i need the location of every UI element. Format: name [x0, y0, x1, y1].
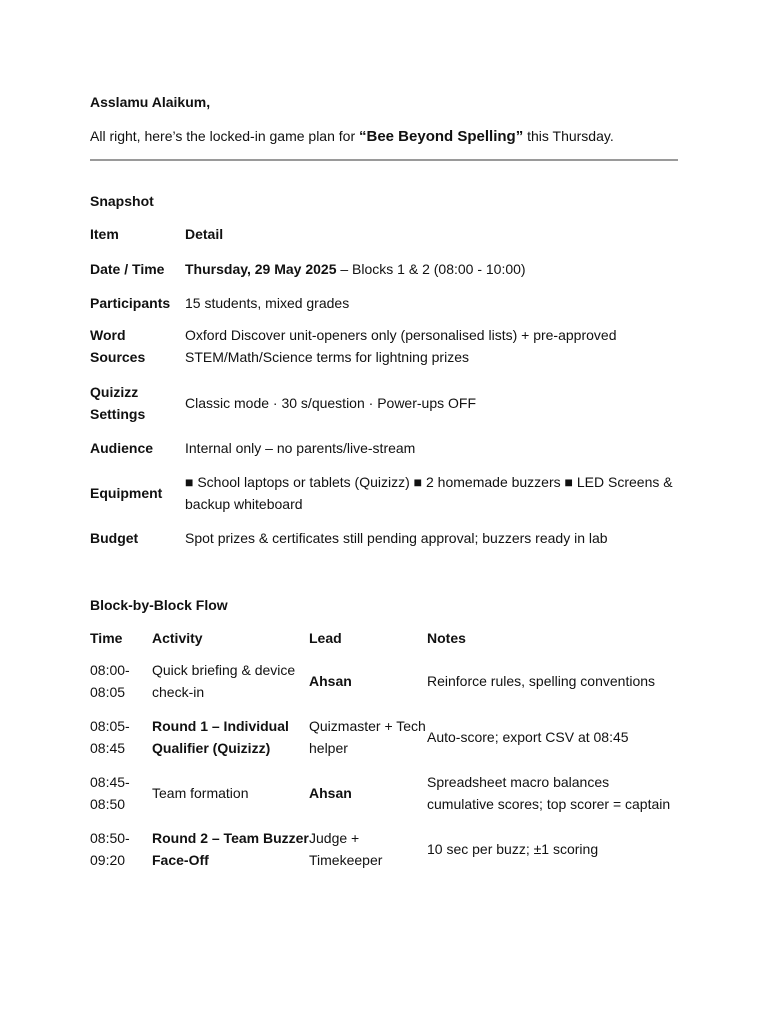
table-row — [90, 249, 678, 289]
divider — [90, 159, 678, 161]
flow-title: Block-by-Block Flow — [90, 597, 228, 613]
cell-lead: Ahsan — [309, 785, 352, 801]
detail-text: – Blocks 1 & 2 (08:00 - 10:00) — [336, 261, 526, 277]
cell-notes: 10 sec per buzz; ±1 scoring — [427, 841, 599, 857]
intro-text-after: this Thursday. — [523, 128, 614, 144]
table-row — [90, 765, 678, 821]
row-detail: Classic mode · 30 s/question · Power-ups OFF — [185, 395, 476, 411]
header-time: Time — [90, 630, 123, 646]
table-row — [90, 821, 678, 877]
row-item: Participants — [90, 295, 171, 311]
snapshot-table — [90, 219, 678, 555]
row-item: Audience — [90, 440, 154, 456]
header-detail: Detail — [185, 226, 224, 242]
cell-activity: Team formation — [152, 785, 249, 801]
table-header-row — [90, 623, 678, 653]
row-detail: ■ School laptops or tablets (Quizizz) ■ 2 homemade buzzers ■ LED Screens & backup whiteboard — [185, 474, 673, 512]
table-row — [90, 317, 678, 375]
cell-lead: Judge + Timekeeper — [309, 830, 383, 868]
intro-text-before: All right, here’s the locked-in game plan for — [90, 128, 359, 144]
header-notes: Notes — [427, 630, 466, 646]
header-activity: Activity — [152, 630, 203, 646]
cell-time: 08:50-09:20 — [90, 830, 130, 868]
cell-activity: Round 2 – Team Buzzer Face-Off — [152, 830, 309, 868]
cell-time: 08:45-08:50 — [90, 774, 130, 812]
header-item: Item — [90, 226, 119, 242]
cell-activity: Round 1 – Individual Qualifier (Quizizz) — [152, 718, 289, 756]
cell-notes: Auto-score; export CSV at 08:45 — [427, 729, 629, 745]
event-name: “Bee Beyond Spelling” — [359, 128, 524, 145]
table-row — [90, 431, 678, 465]
cell-notes: Spreadsheet macro balances cumulative scores; top scorer = captain — [427, 774, 671, 812]
row-detail: Oxford Discover unit-openers only (personalised lists) + pre-approved STEM/Math/Science terms for lightning prizes — [185, 327, 617, 365]
snapshot-title: Snapshot — [90, 193, 154, 209]
cell-activity: Quick briefing & device check-in — [152, 662, 296, 700]
table-header-row — [90, 219, 678, 249]
flow-table — [90, 623, 678, 877]
row-detail — [185, 249, 678, 289]
table-row — [90, 709, 678, 765]
row-detail: Spot prizes & certificates still pending approval; buzzers ready in lab — [185, 530, 608, 546]
row-detail: 15 students, mixed grades — [185, 295, 350, 311]
row-item: Date / Time — [90, 261, 165, 277]
intro-line — [90, 126, 678, 147]
cell-lead: Quizmaster + Tech helper — [309, 718, 426, 756]
cell-time: 08:00-08:05 — [90, 662, 130, 700]
row-detail: Internal only – no parents/live-stream — [185, 440, 416, 456]
table-row — [90, 375, 678, 431]
row-item: Budget — [90, 530, 139, 546]
table-row — [90, 521, 678, 555]
row-item: Quizizz Settings — [90, 384, 146, 422]
table-row — [90, 289, 678, 317]
row-item: Equipment — [90, 485, 163, 501]
cell-notes: Reinforce rules, spelling conventions — [427, 673, 656, 689]
detail-strong: Thursday, 29 May 2025 — [185, 261, 337, 277]
header-lead: Lead — [309, 630, 342, 646]
table-row — [90, 653, 678, 709]
row-item: Word Sources — [90, 327, 146, 365]
cell-time: 08:05-08:45 — [90, 718, 130, 756]
cell-lead: Ahsan — [309, 673, 352, 689]
greeting: Asslamu Alaikum, — [90, 94, 211, 110]
table-row — [90, 465, 678, 521]
